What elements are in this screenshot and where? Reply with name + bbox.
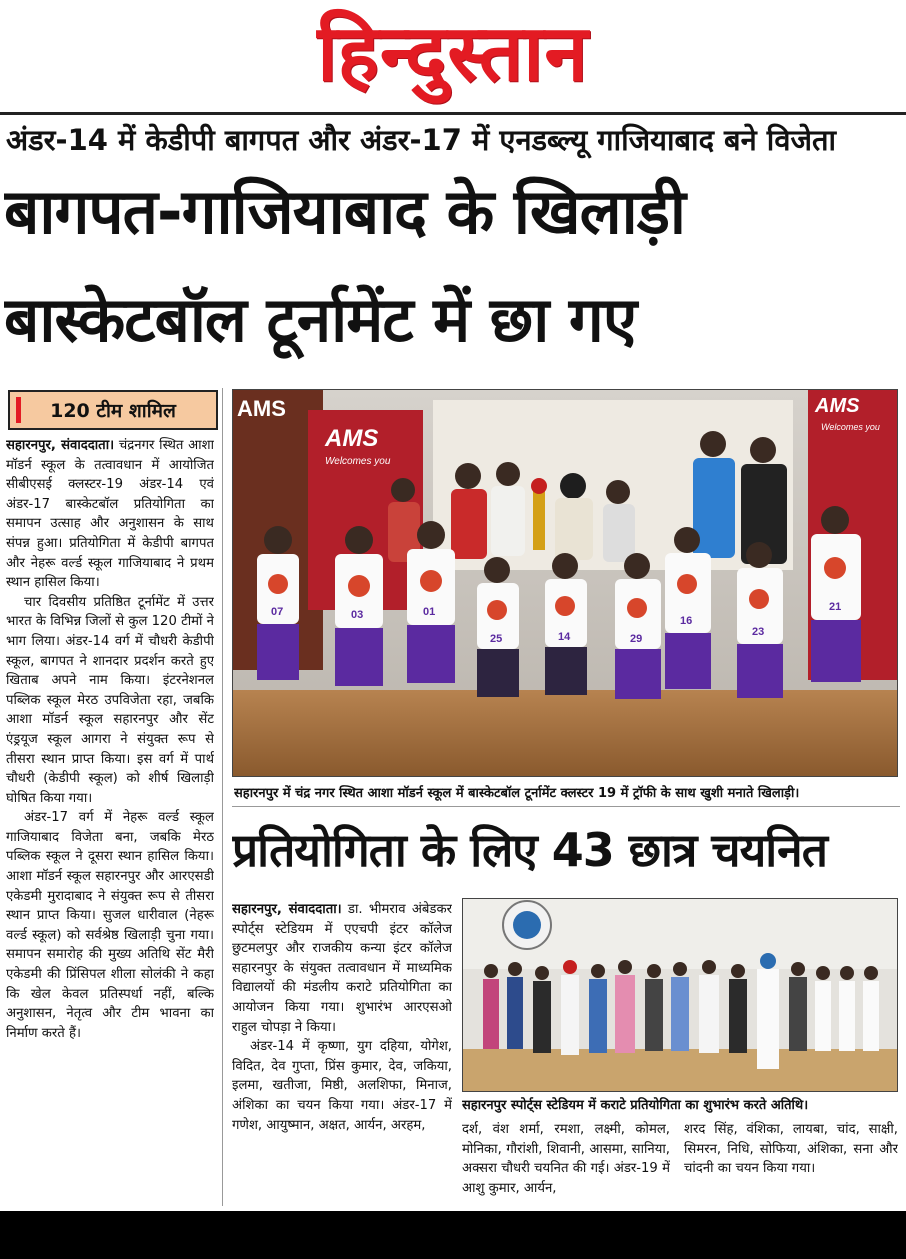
- banner-welcome-center: Welcomes you: [325, 456, 391, 467]
- article1-paragraph-2: चार दिवसीय प्रतिष्ठित टूर्नामेंट में उत्तर भारत के विभिन्न जिलों से कुल 120 टीमों ने भाग लिया। अंडर-14 वर्ग में चौधरी केडीपी स्कूल, बागपत ने शानदार प्रदर्शन करते हुए खिताब अपने नाम किया। इंटरनेशनल पब्लिक स्कूल मेरठ उपविजेता रहा, जबकि आशा मॉडर्न स्कूल सहारनपुर और सेंट एंड्रयूज स्कूल आगरा ने संयुक्त रूप से तीसरा स्थान प्राप्त किया। इस वर्ग में पार्थ चौधरी (केडीपी स्कूल) को शीर्ष खिलाड़ी घोषित किया गया।: [6, 594, 214, 806]
- jersey-number: 23: [752, 626, 765, 638]
- article1-paragraph-3: अंडर-17 वर्ग में नेहरू वर्ल्ड स्कूल गाजियाबाद विजेता बना, जबकि मेरठ पब्लिक स्कूल ने दूसरा स्थान हासिल किया। आशा मॉडर्न स्कूल सहारनपुर और आरएसडी एकेडमी मुरादाबाद ने संयुक्त रूप से तीसरा स्थान प्राप्त किया। सुजल धारीवाल (नेहरू वर्ल्ड स्कूल) को सर्वश्रेष्ठ खिलाड़ी चुना गया। समापन समारोह की मुख्य अतिथि सेंट मैरी एकेडमी की प्रिंसिपल शीला सोलंकी ने कहा कि खेल केवल प्रतिस्पर्धा नहीं, बल्कि अनुशासन, नेतृत्व और टीम भावना का निर्माण करते हैं।: [6, 810, 214, 1041]
- newspaper-title: हिन्दुस्तान: [317, 8, 589, 99]
- jersey-number: 01: [423, 606, 436, 618]
- karate-photo-illustration: [463, 899, 897, 1091]
- jersey-number: 03: [351, 609, 364, 621]
- article2-column-3: [684, 1120, 898, 1208]
- jersey-number: 16: [680, 615, 693, 627]
- jersey-number: 29: [630, 633, 643, 645]
- team-photo-caption: सहारनपुर में चंद्र नगर स्थित आशा मॉडर्न स्कूल में बास्केटबॉल टूर्नामेंट क्लस्टर 19 में ट्रॉफी के साथ खुशी मनाते खिलाड़ी।: [234, 786, 800, 801]
- jersey-number: 21: [829, 601, 842, 613]
- article2-dateline: सहारनपुर, संवाददाता।: [232, 902, 342, 917]
- jersey-number: 14: [558, 631, 571, 643]
- article2-paragraph-1-text: डा. भीमराव अंबेडकर स्पोर्ट्स स्टेडियम में एएचपी इंटर कॉलेज छुटमलपुर और राजकीय कन्या इंटर कॉलेज सहारनपुर के संयुक्त तत्वावधान में माध्यमिक विद्यालयों की मंडलीय कराटे प्रतियोगिता का आयोजन किया गया। शुभारंभ आरएसओ राहुल चोपड़ा ने किया।: [232, 902, 452, 1035]
- article2-column-2-text: दर्श, वंश शर्मा, रमशा, लक्ष्मी, कोमल, मोनिका, गौरांशी, शिवानी, आसमा, सानिया, अक्सरा चौधरी चयनित की गई। अंडर-19 में आशु कुमार, आर्यन,: [462, 1122, 670, 1196]
- jersey-number: 07: [271, 606, 284, 618]
- article1-column: [6, 436, 214, 1208]
- section-divider: [232, 806, 900, 807]
- banner-ams-left: AMS: [237, 396, 286, 421]
- bottom-black-bar: [0, 1211, 906, 1259]
- kicker-line: अंडर-14 में केडीपी बागपत और अंडर-17 में एनडब्ल्यू गाजियाबाद बने विजेता: [6, 123, 837, 157]
- banner-ams-center: AMS: [325, 425, 379, 452]
- headline-line-2: बास्केटबॉल टूर्नामेंट में छा गए: [4, 283, 637, 356]
- banner-ams-right: AMS: [815, 395, 860, 417]
- article2-column-1: [232, 900, 452, 1206]
- article2-paragraph-2: अंडर-14 में कृष्णा, युग दहिया, योगेश, विदित, देव गुप्ता, प्रिंस कुमार, देव, जकिया, इलमा, खतीजा, मिष्ठी, अलशिफा, मिनाज, अंशिका का चयन किया गया। अंडर-17 में गणेश, आयुष्मान, अक्षत, आर्यन, अरहम,: [232, 1039, 452, 1133]
- article2-column-2: [462, 1120, 670, 1208]
- jersey-number: 25: [490, 633, 503, 645]
- article2-column-3-text: शरद सिंह, वंशिका, लायबा, चांद, साक्षी, सिमरन, निधि, सोफिया, अंशिका, सना और चांदनी का चयन किया गया।: [684, 1122, 898, 1177]
- masthead: [0, 0, 906, 112]
- karate-photo-caption: सहारनपुर स्पोर्ट्स स्टेडियम में कराटे प्रतियोगिता का शुभारंभ करते अतिथि।: [462, 1098, 809, 1113]
- banner-welcome-right: Welcomes you: [821, 422, 880, 432]
- teams-badge-label: 120 टीम शामिल: [50, 400, 176, 422]
- team-photo-illustration: [233, 390, 897, 776]
- masthead-divider: [0, 112, 906, 115]
- article2-paragraph-1: [232, 900, 452, 1037]
- team-photo: [232, 389, 898, 777]
- article1-paragraph-1: [6, 436, 214, 593]
- article1-paragraph-1-text: चंद्रनगर स्थित आशा मॉडर्न स्कूल के तत्वावधान में आयोजित सीबीएसई क्लस्टर-19 अंडर-14 एवं अंडर-17 बास्केटबॉल प्रतियोगिता का समापन उत्साह और अनुशासन के साथ संपन्न हुआ। प्रतियोगिता में केडीपी बागपत और नेहरू वर्ल्ड स्कूल गाजियाबाद ने प्रथम स्थान हासिल किया।: [6, 438, 214, 591]
- teams-badge: [8, 390, 218, 430]
- headline-line-1: बागपत-गाजियाबाद के खिलाड़ी: [4, 175, 685, 248]
- article1-dateline: सहारनपुर, संवाददाता।: [6, 438, 115, 453]
- column-divider: [222, 388, 223, 1206]
- article2-headline: प्रतियोगिता के लिए 43 छात्र चयनित: [232, 823, 827, 877]
- karate-photo: [462, 898, 898, 1092]
